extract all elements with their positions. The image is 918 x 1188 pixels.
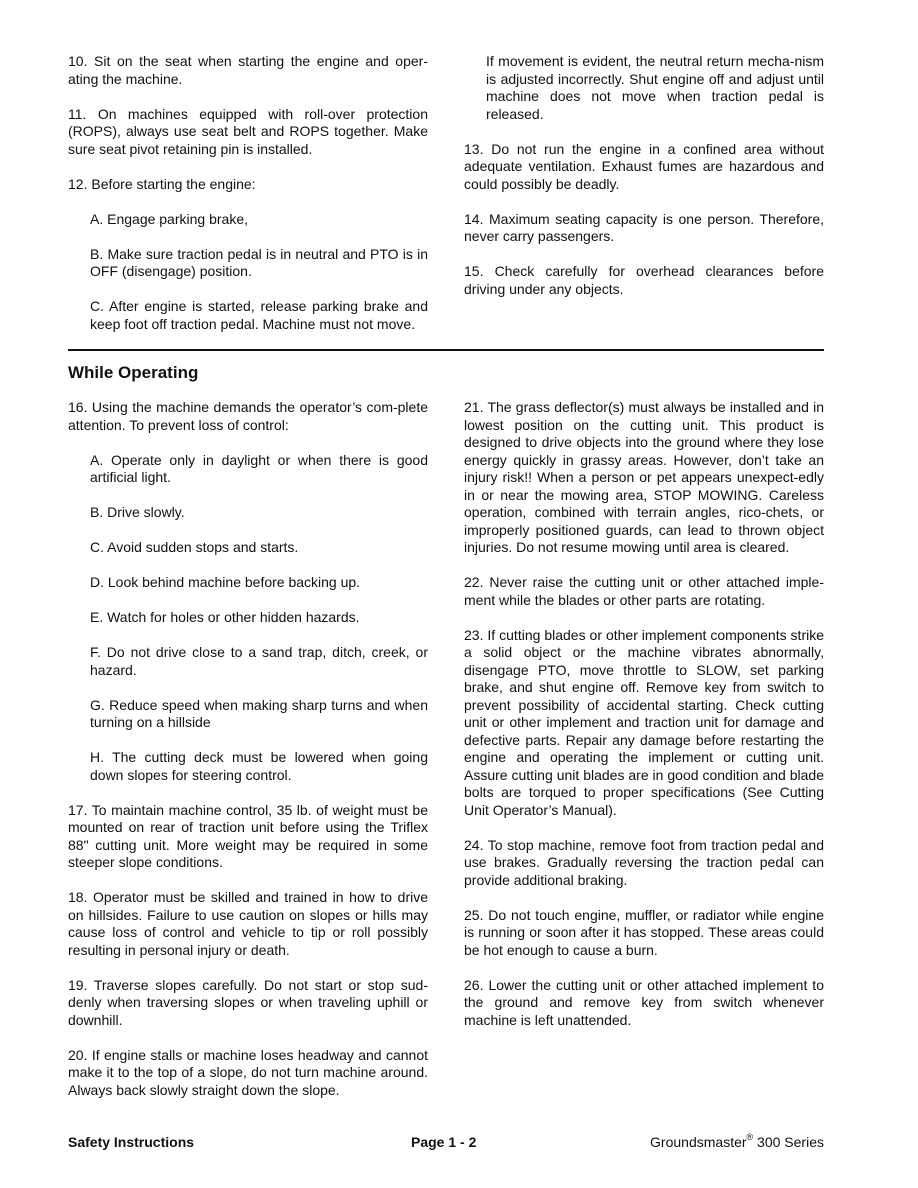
numbered-paragraph: 24. To stop machine, remove foot from traction pedal and use brakes. Gradually reversing the traction pedal can provide additional braking. (464, 836, 824, 888)
sub-item: E. Watch for holes or other hidden hazards. (90, 609, 360, 625)
numbered-paragraph: 25. Do not touch engine, muffler, or radiator while engine is running or soon after it has stopped. These areas could be hot enough to cause a burn. (464, 906, 824, 958)
sub-item: G. Reduce speed when making sharp turns and when turning on a hillside (90, 696, 428, 730)
footer-page-number: Page 1 - 2 (411, 1134, 477, 1150)
sub-item: B. Make sure traction pedal is in neutral and PTO is in OFF (disengage) position. (90, 245, 428, 279)
numbered-paragraph: 21. The grass deflector(s) must always be installed and in lowest position on the cutting unit. This product is designed to drive objects into the ground where they lose energy quickly in grassy areas. However, don’t take an injury risk!! When a person or pet appears unexpect-edly in or near the mowing area, STOP MOWING. Careless operation, combined with terrain angles, rico-chets, or improperly positioned guards, can lead to thrown object injuries. Do not resume mowing until area is cleared. (464, 399, 824, 555)
footer-brand: Groundsmaster (650, 1134, 747, 1150)
numbered-paragraph: 19. Traverse slopes carefully. Do not start or stop sud-denly when traversing slopes or when traveling uphill or downhill. (68, 976, 428, 1028)
footer-series: 300 Series (753, 1134, 824, 1150)
top-right-column (464, 53, 824, 316)
sub-item: F. Do not drive close to a sand trap, ditch, creek, or hazard. (90, 644, 428, 678)
sub-item: If movement is evident, the neutral return mecha-nism is adjusted incorrectly. Shut engine off and adjust until machine does not move when traction pedal is released. (486, 53, 824, 122)
numbered-paragraph: 15. Check carefully for overhead clearances before driving under any objects. (464, 263, 824, 297)
page-footer (68, 1132, 824, 1152)
numbered-paragraph: 26. Lower the cutting unit or other attached implement to the ground and remove key from switch whenever machine is left unattended. (464, 976, 824, 1028)
footer-product-name (650, 1132, 824, 1152)
numbered-paragraph: 23. If cutting blades or other implement components strike a solid object or the machine vibrates abnormally, disengage PTO, move throttle to SLOW, set parking brake, and shut engine off. Remove key from switch to prevent possibility of accidental starting. Check cutting unit or other implement and traction unit for damage and defective parts. Repair any damage before restarting the engine and operating the implement or cutting unit. Assure cutting unit blades are in good condition and blade bolts are torqued to proper specifications (See Cutting Unit Operator’s Manual). (464, 626, 824, 818)
bottom-left-column (68, 399, 428, 1117)
numbered-paragraph: 13. Do not run the engine in a confined area without adequate ventilation. Exhaust fumes are hazardous and could possibly be deadly. (464, 140, 824, 192)
sub-item: A. Engage parking brake, (90, 210, 248, 227)
sub-item: D. Look behind machine before backing up. (90, 574, 361, 590)
numbered-paragraph: 16. Using the machine demands the operator’s com-plete attention. To prevent loss of control: (68, 399, 428, 433)
numbered-paragraph: 20. If engine stalls or machine loses headway and cannot make it to the top of a slope, do not turn machine around. Always back slowly straight down the slope. (68, 1046, 428, 1098)
sub-item: H. The cutting deck must be lowered when going down slopes for steering control. (90, 749, 428, 783)
top-left-column (68, 53, 428, 351)
registered-mark: ® (746, 1132, 754, 1142)
footer-section-name: Safety Instructions (68, 1134, 195, 1150)
numbered-paragraph: 11. On machines equipped with roll-over protection (ROPS), always use seat belt and ROPS together. Make sure seat pivot retaining pin is installed. (68, 105, 428, 157)
numbered-paragraph: 14. Maximum seating capacity is one person. Therefore, never carry passengers. (464, 210, 824, 244)
sub-item: A. Operate only in daylight or when there is good artificial light. (90, 451, 428, 485)
section-title: While Operating (68, 363, 199, 382)
numbered-paragraph: 18. Operator must be skilled and trained in how to drive on hillsides. Failure to use caution on slopes or hills may cause loss of control and vehicle to tip or roll possibly resulting in personal injury or death. (68, 889, 428, 958)
section-divider (68, 349, 824, 351)
numbered-paragraph: 22. Never raise the cutting unit or other attached imple-ment while the blades or other parts are rotating. (464, 574, 824, 608)
sub-item: B. Drive slowly. (90, 504, 185, 520)
sub-item: C. Avoid sudden stops and starts. (90, 539, 299, 555)
sub-item: C. After engine is started, release parking brake and keep foot off traction pedal. Machine must not move. (90, 298, 428, 332)
bottom-right-column (464, 399, 824, 1047)
numbered-paragraph: 12. Before starting the engine: (68, 175, 256, 192)
numbered-paragraph: 17. To maintain machine control, 35 lb. of weight must be mounted on rear of traction unit before using the Triflex 88" cutting unit. More weight may be required in some steeper slope conditions. (68, 801, 428, 870)
numbered-paragraph: 10. Sit on the seat when starting the engine and oper-ating the machine. (68, 53, 428, 87)
